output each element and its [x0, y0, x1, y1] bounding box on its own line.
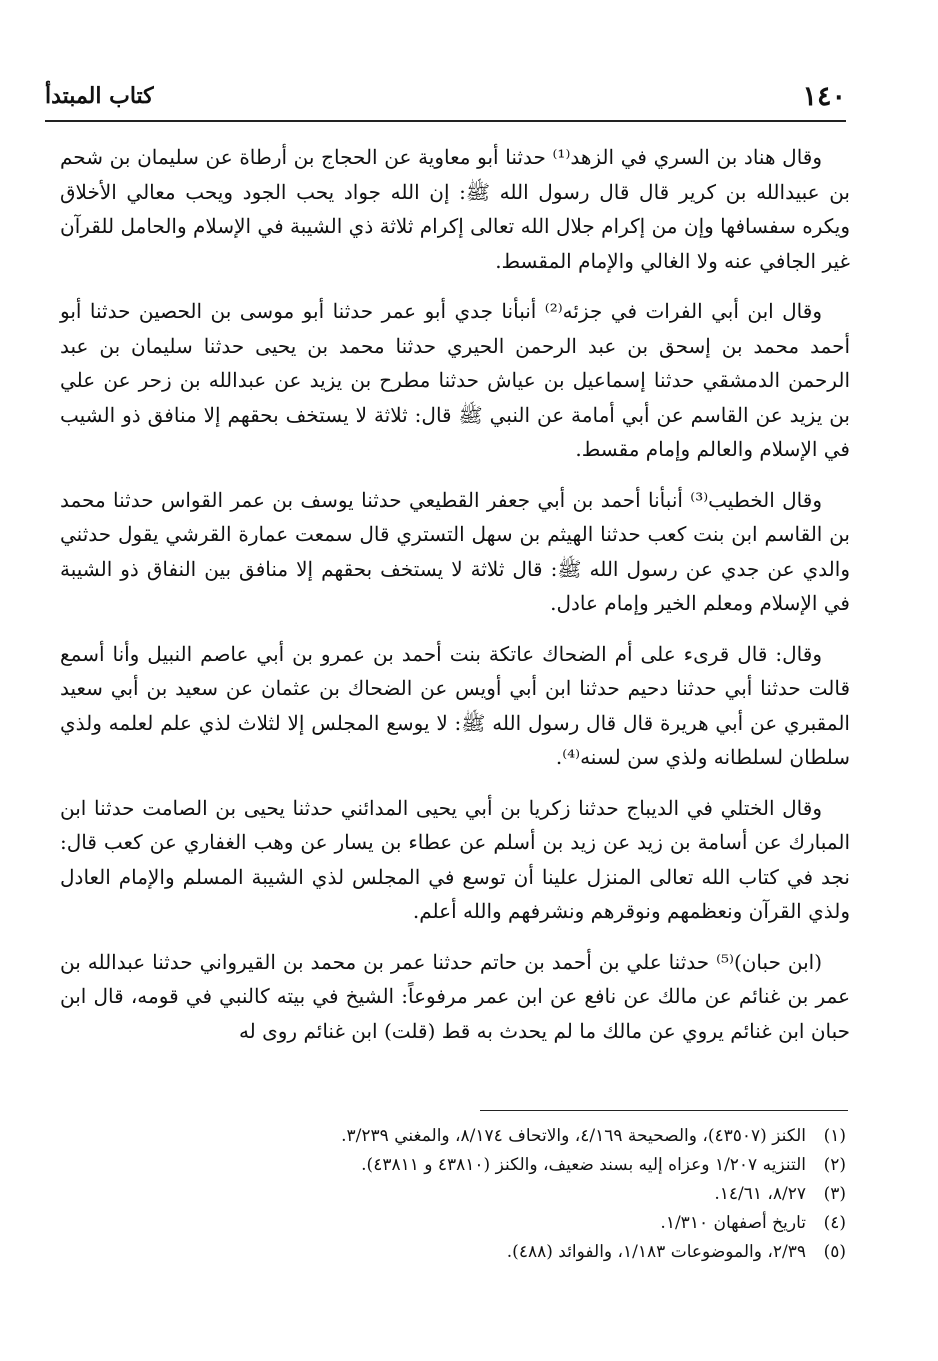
- footnote-number: (١): [823, 1126, 846, 1146]
- footnote-item: [60, 1209, 846, 1238]
- footnote-item: [60, 1151, 846, 1180]
- paragraph: وقال الختلي في الديباج حدثنا زكريا بن أبي يحيى المدائني حدثنا يحيى بن الصامت حدثنا ابن المبارك عن أسامة بن زيد عن زيد بن أسلم عن عطاء بن يسار عن وهب الغفاري عن كعب قال: نجد في كتاب الله تعالى المنزل علينا أن توسع في المجلس لذي الشيبة المسلم والإمام العادل ولذي القرآن ونعظمهم ونوقرهم ونشرفهم والله أعلم.: [60, 795, 850, 923]
- paragraph: (ابن حبان)⁽⁵⁾ حدثنا علي بن أحمد بن حاتم حدثنا عمر بن محمد بن القيرواني حدثنا عبدالله بن عمر بن غنائم عن مالك عن نافع عن ابن عمر مرفوعاً: الشيخ في بيته كالنبي في قومه، قال ابن حبان ابن غنائم يروي عن مالك ما لم يحدث به قط (قلت) ابن غنائم روى له: [60, 949, 850, 1043]
- footnote-text: تاريخ أصفهان ١/٣١٠.: [660, 1213, 806, 1233]
- footnote-separator: [480, 1110, 848, 1111]
- footnote-number: (٥): [823, 1242, 846, 1262]
- footnote-number: (٣): [823, 1184, 846, 1204]
- footnote-item: [60, 1122, 846, 1151]
- footnote-text: الكنز (٤٣٥٠٧)، والصحيحة ٤/١٦٩، والاتحاف ٨/١٧٤، والمغني ٣/٢٣٩.: [341, 1126, 806, 1146]
- main-text: [60, 140, 850, 1048]
- footnotes: [60, 1122, 846, 1267]
- footnote-text: ٨/٢٧، ١٤/٦١.: [714, 1184, 806, 1204]
- page-header: [45, 72, 846, 122]
- footnote-text: ٢/٣٩، والموضوعات ١/١٨٣، والفوائد (٤٨٨).: [506, 1242, 806, 1262]
- paragraph: وقال: قال قرىء على أم الضحاك عاتكة بنت أحمد بن عمرو بن أبي عاصم النبيل وأنا أسمع قالت حدثنا أبي حدثنا دحيم حدثنا ابن أبي أويس عن الضحاك بن عثمان عن سعيد بن أبي سعيد المقبري عن أبي هريرة قال قال رسول الله ﷺ: لا يوسع المجلس إلا لثلاث لذي علم لعلمه ولذي سلطان لسلطانه ولذي سن لسنه⁽⁴⁾.: [60, 641, 850, 769]
- footnote-item: [60, 1180, 846, 1209]
- footnote-number: (٢): [823, 1155, 846, 1175]
- footnote-item: [60, 1238, 846, 1267]
- footnote-number: (٤): [823, 1213, 846, 1233]
- page-number: ١٤٠: [802, 80, 846, 112]
- paragraph: وقال ابن أبي الفرات في جزئه⁽²⁾ أنبأنا جدي أبو عمر حدثنا أبو موسى بن الحصين حدثنا أبو أحمد محمد بن إسحق بن عبد الرحمن الحيري حدثنا محمد بن يحيى حدثنا سليمان بن عبد الرحمن الدمشقي حدثنا إسماعيل بن عياش حدثنا مطرح بن يزيد عن عبدالله بن زحر عن علي بن يزيد عن القاسم عن أبي أمامة عن النبي ﷺ قال: ثلاثة لا يستخف بحقهم إلا منافق ذو الشيب في الإسلام والعالم وإمام مقسط.: [60, 299, 850, 461]
- book-title: كتاب المبتدأ: [45, 83, 154, 109]
- paragraph: وقال هناد بن السري في الزهد⁽¹⁾ حدثنا أبو معاوية عن الحجاج بن أرطاة عن سليمان بن شحم بن عبيدالله بن كرير قال قال رسول الله ﷺ: إن الله جواد يحب الجود ويحب معالي الأخلاق ويكره سفسافها وإن من إكرام جلال الله تعالى إكرام ثلاثة ذي الشيبة في الإسلام والحامل للقرآن غير الجافي عنه ولا الغالي والإمام المقسط.: [60, 145, 850, 273]
- paragraph: وقال الخطيب⁽³⁾ أنبأنا أحمد بن أبي جعفر القطيعي حدثنا يوسف بن عمر القواس حدثنا محمد بن القاسم ابن بنت كعب حدثنا الهيثم بن سهل التستري قال سمعت عمارة القرشي يقول حدثني والدي عن جدي عن رسول الله ﷺ: قال ثلاثة لا يستخف بحقهم إلا منافق بين النفاق ذو الشيبة في الإسلام ومعلم الخير وإمام عادل.: [60, 487, 850, 615]
- footnote-text: التنزيه ١/٢٠٧ وعزاه إليه بسند ضعيف، والكنز (٤٣٨١٠ و ٤٣٨١١).: [361, 1155, 806, 1175]
